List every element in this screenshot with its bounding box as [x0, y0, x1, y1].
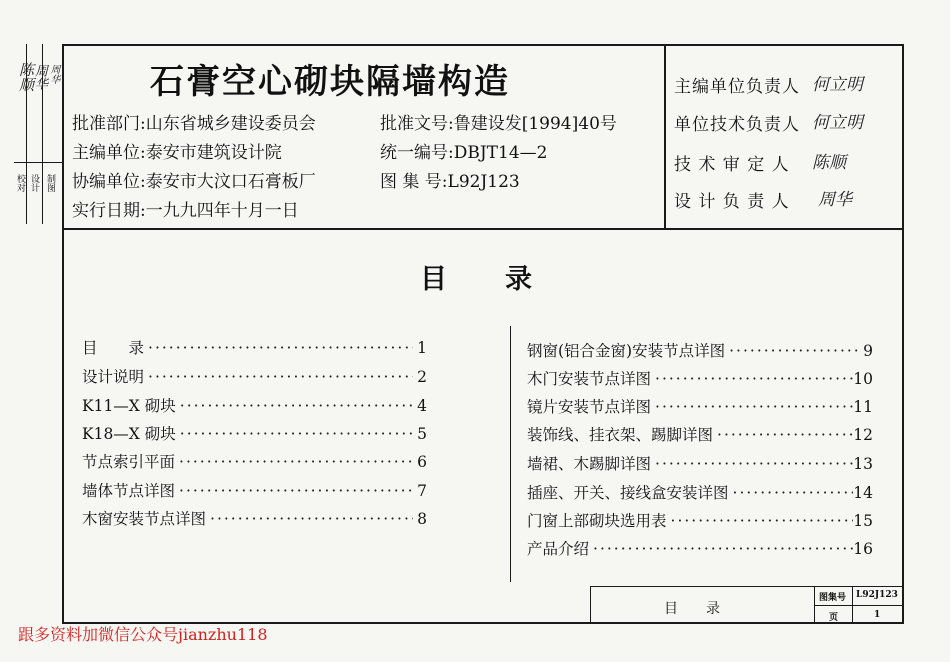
- side-label-design: 设计: [29, 174, 39, 192]
- responsibility-divider: [664, 44, 666, 230]
- signature-review: 陈顺: [812, 153, 846, 173]
- resp-chief-unit: 主编单位负责人: [674, 77, 800, 97]
- title-block-sheet-name: 目 录: [664, 601, 720, 617]
- approval-doc-number: 批准文号:鲁建设发[1994]40号: [380, 114, 617, 134]
- effective-date: 实行日期:一九九四年十月一日: [72, 201, 299, 221]
- unified-number: 统一编号:DBJT14—2: [380, 143, 548, 163]
- side-label-check: 校对: [15, 174, 25, 192]
- atlas-number: 图 集 号:L92J123: [380, 172, 520, 192]
- toc-entry[interactable]: 装饰线、挂衣架、踢脚详图 ····· 12: [527, 423, 873, 445]
- side-signature-strip: [14, 44, 62, 224]
- title-block-page-label: 页: [829, 613, 839, 623]
- toc-entry[interactable]: 墙裙、木踢脚详图 ····· 13: [527, 452, 873, 474]
- side-label-draw: 制图: [45, 174, 55, 192]
- title-block-atlas-value: L92J123: [856, 590, 898, 600]
- toc-entry[interactable]: K18—X 砌块 ····· 5: [82, 422, 427, 444]
- toc-entry[interactable]: 墙体节点详图 ····· 7: [82, 479, 427, 501]
- title-block: [590, 586, 904, 624]
- toc-entry[interactable]: 节点索引平面 ····· 6: [82, 450, 427, 472]
- title-block-page-value: 1: [874, 610, 881, 620]
- resp-design: 设 计 负 责 人: [674, 192, 790, 212]
- signature-design: 周华: [818, 190, 852, 210]
- toc-entry[interactable]: 木门安装节点详图 ····· 10: [527, 367, 873, 389]
- toc-entry[interactable]: 目 录 ····· 1: [82, 336, 427, 358]
- side-signature-2: 周华: [32, 64, 47, 90]
- editor-unit: 主编单位:泰安市建筑设计院: [72, 143, 282, 163]
- watermark-text: 跟多资料加微信公众号jianzhu118: [18, 625, 268, 644]
- toc-entry[interactable]: K11—X 砌块 ····· 4: [82, 394, 427, 416]
- signature-tech: 何立明: [812, 113, 863, 133]
- resp-review: 技 术 审 定 人: [674, 155, 790, 175]
- toc-heading-char-2: 录: [505, 264, 532, 295]
- toc-entry[interactable]: 钢窗(铝合金窗)安装节点详图 ····· 9: [527, 339, 873, 361]
- approval-dept: 批准部门:山东省城乡建设委员会: [72, 114, 316, 134]
- co-editor-unit: 协编单位:泰安市大汶口石膏板厂: [72, 172, 316, 192]
- toc-entry[interactable]: 产品介绍 ····· 16: [527, 537, 873, 559]
- signature-chief-unit: 何立明: [812, 75, 863, 95]
- toc-entry[interactable]: 设计说明 ····· 2: [82, 365, 427, 387]
- toc-entry[interactable]: 插座、开关、接线盒安装详图 ····· 14: [527, 481, 873, 503]
- toc-entry[interactable]: 镜片安装节点详图 ····· 11: [527, 395, 873, 417]
- toc-heading-char-1: 目: [420, 264, 447, 295]
- side-signature-3: 周华: [48, 64, 59, 84]
- toc-column-divider: [510, 326, 511, 582]
- document-title: 石膏空心砌块隔墙构造: [150, 62, 510, 102]
- side-signature-1: 陈顺: [17, 62, 35, 92]
- toc-entry[interactable]: 门窗上部砌块选用表 ····· 15: [527, 509, 873, 531]
- toc-entry[interactable]: 木窗安装节点详图 ····· 8: [82, 507, 427, 529]
- header-divider: [62, 228, 904, 230]
- title-block-atlas-label: 图集号: [819, 593, 847, 603]
- toc-heading: [420, 257, 532, 296]
- resp-tech: 单位技术负责人: [674, 115, 800, 135]
